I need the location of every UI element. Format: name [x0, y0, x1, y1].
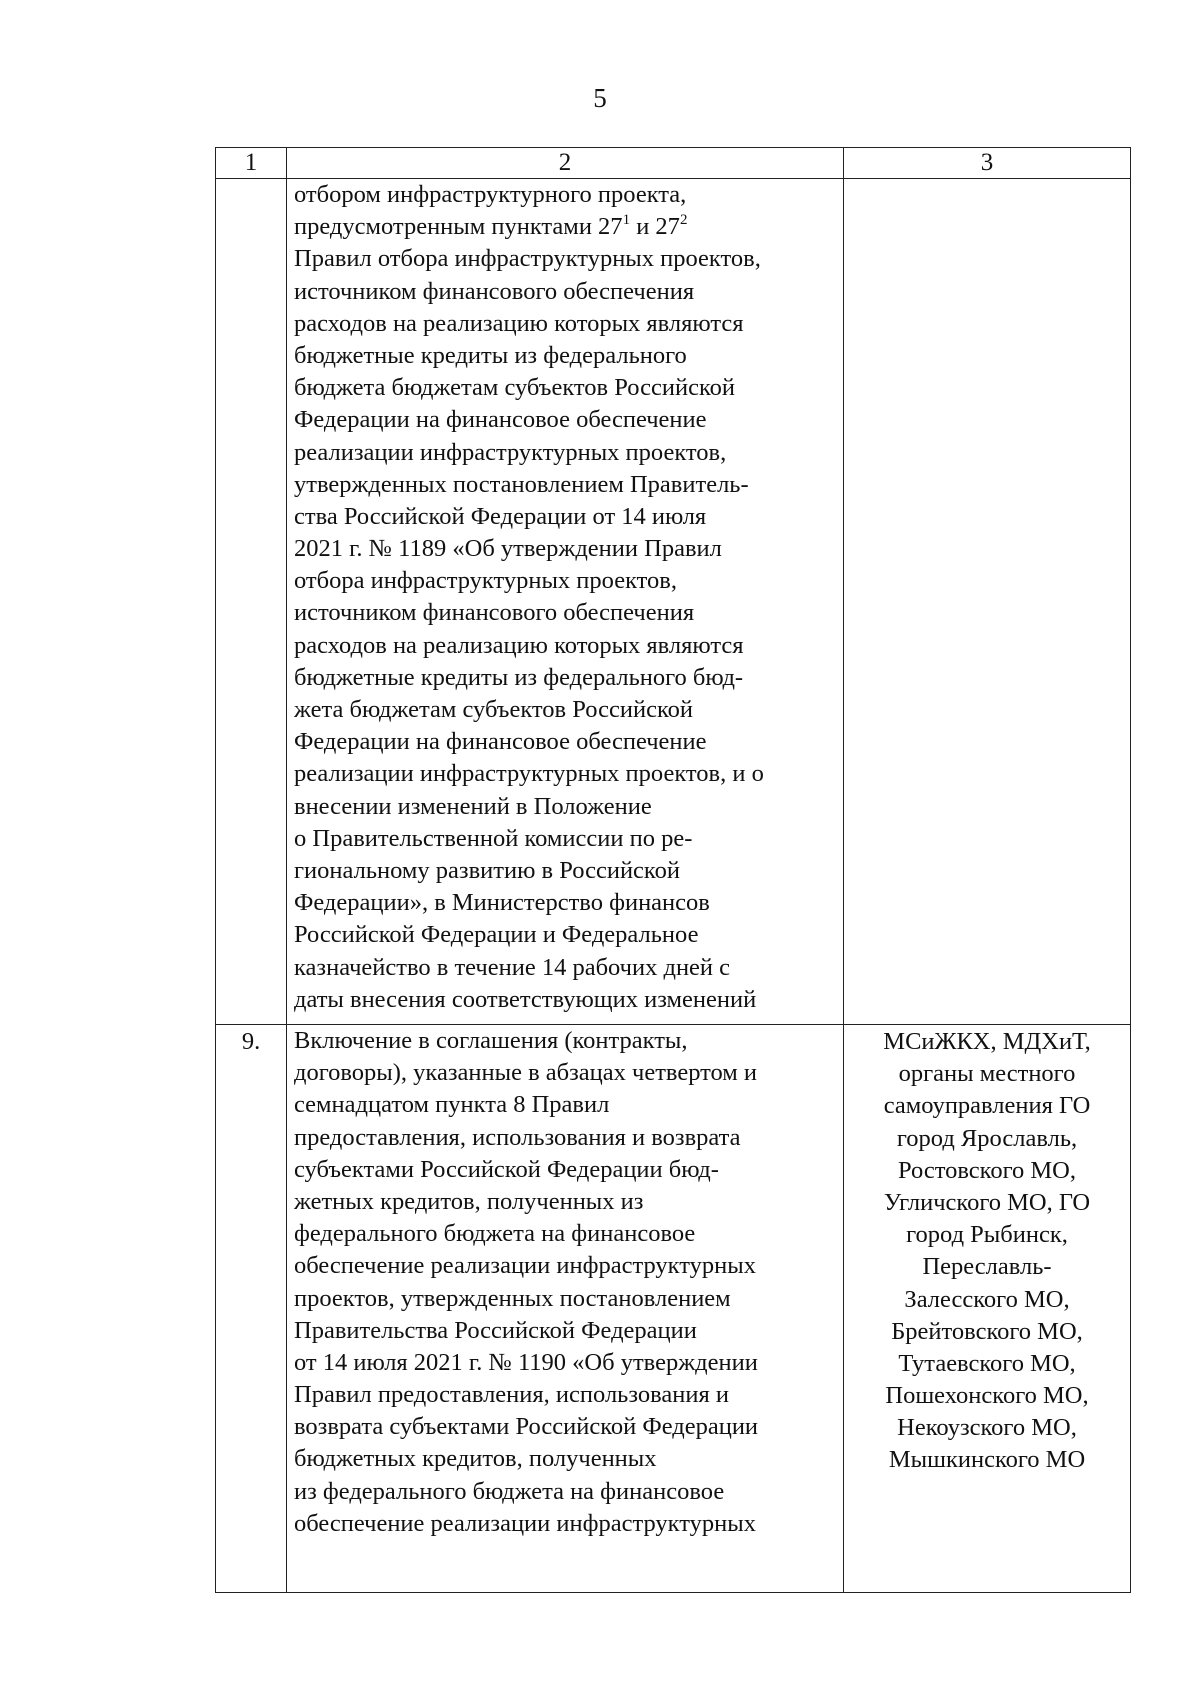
header-col-2: 2: [287, 148, 844, 179]
text-line: утвержденных постановлением Правитель-: [294, 470, 749, 498]
text-line: Мышкинского МО: [888, 1446, 1086, 1474]
text-line: обеспечение реализации инфраструктурных: [294, 1252, 756, 1280]
responsible-cell: [844, 179, 1131, 1025]
header-col-1: 1: [216, 148, 287, 179]
superscript: 1: [622, 212, 631, 229]
text-line: источником финансового обеспечения: [294, 599, 695, 627]
text-line: Переславль-: [922, 1253, 1052, 1281]
text-line: реализации инфраструктурных проектов,: [294, 438, 727, 466]
text-line: Брейтовского МО,: [891, 1317, 1083, 1345]
text-line: Федерации на финансовое обеспечение: [294, 406, 707, 434]
text-lines: [294, 243, 839, 1016]
responsible-text: [844, 179, 1130, 180]
text-line: Угличского МО, ГО: [883, 1188, 1091, 1216]
text-line: отбора инфраструктурных проектов,: [294, 567, 677, 595]
text-line: бюджетные кредиты из федерального бюд-: [294, 663, 744, 691]
text-line: возврата субъектами Российской Федерации: [294, 1413, 759, 1441]
text-line: город Ярославль,: [896, 1124, 1078, 1152]
text-line: ства Российской Федерации от 14 июля: [294, 502, 707, 530]
text-line: Включение в соглашения (контракты,: [294, 1027, 688, 1054]
text-line: расходов на реализацию которых являются: [294, 309, 744, 337]
text-line: расходов на реализацию которых являются: [294, 631, 744, 659]
text-line: бюджетные кредиты из федерального: [294, 341, 687, 369]
description-text: [287, 1025, 843, 1540]
text-line: Пошехонского МО,: [885, 1382, 1089, 1410]
row-number: 9.: [241, 1028, 261, 1055]
text-line: органы местного: [898, 1060, 1076, 1088]
text-line: субъектами Российской Федерации бюд-: [294, 1155, 719, 1183]
text-line: жетных кредитов, полученных из: [294, 1187, 644, 1215]
header-col-3: 3: [844, 148, 1131, 179]
text-line: Правил отбора инфраструктурных проектов,: [294, 245, 761, 273]
text-line: внесении изменений в Положение: [294, 792, 652, 820]
text-line: самоуправления ГО: [883, 1092, 1091, 1120]
document-table: [215, 147, 1131, 1593]
text-line: отбором инфраструктурного проекта,: [294, 181, 687, 208]
text-fragment: и 27: [630, 213, 680, 241]
row-number: [216, 179, 286, 180]
text-line: о Правительственной комиссии по ре-: [294, 824, 693, 852]
table-row: [216, 179, 1131, 1025]
responsible-cell: [844, 1025, 1131, 1593]
text-line-with-superscripts: [294, 211, 839, 243]
text-line: МСиЖКХ, МДХиТ,: [883, 1028, 1091, 1055]
superscript: 2: [679, 212, 688, 229]
table-header-row: [216, 148, 1131, 179]
text-line: Российской Федерации и Федеральное: [294, 921, 699, 949]
text-line: источником финансового обеспечения: [294, 277, 695, 305]
text-line: Правительства Российской Федерации: [294, 1316, 697, 1344]
text-line: казначейство в течение 14 рабочих дней с: [294, 953, 731, 981]
text-fragment: предусмотренным пунктами 27: [294, 213, 623, 241]
text-line: Правил предоставления, использования и: [294, 1381, 729, 1409]
responsible-text: [844, 1025, 1130, 1477]
description-cell: [287, 1025, 844, 1593]
text-line: 2021 г. № 1189 «Об утверждении Правил: [294, 535, 722, 563]
page-number: 5: [593, 83, 607, 113]
text-line: семнадцатом пункта 8 Правил: [294, 1091, 610, 1119]
description-cell: [287, 179, 844, 1025]
text-line: Залесского МО,: [904, 1285, 1070, 1313]
text-line: от 14 июля 2021 г. № 1190 «Об утверждении: [294, 1348, 758, 1376]
text-line: даты внесения соответствующих изменений: [294, 985, 757, 1013]
text-line: из федерального бюджета на финансовое: [294, 1477, 725, 1505]
text-line: предоставления, использования и возврата: [294, 1123, 741, 1151]
text-line: проектов, утвержденных постановлением: [294, 1284, 731, 1312]
text-line: Тутаевского МО,: [898, 1349, 1076, 1377]
row-number-cell: [216, 1025, 287, 1593]
text-line: Федерации на финансовое обеспечение: [294, 728, 707, 756]
text-line: бюджетных кредитов, полученных: [294, 1445, 657, 1473]
table-row: [216, 1025, 1131, 1593]
text-line: Федерации», в Министерство финансов: [294, 889, 710, 917]
text-line: договоры), указанные в абзацах четвертом и: [294, 1059, 758, 1087]
text-line: федерального бюджета на финансовое: [294, 1220, 696, 1248]
text-line: гиональному развитию в Российской: [294, 856, 680, 884]
text-line: город Рыбинск,: [906, 1221, 1068, 1249]
text-line: жета бюджетам субъектов Российской: [294, 696, 693, 723]
text-line: реализации инфраструктурных проектов, и о: [294, 760, 764, 788]
description-text: [287, 179, 843, 1016]
text-line: бюджета бюджетам субъектов Российской: [294, 374, 735, 402]
text-line: обеспечение реализации инфраструктурных: [294, 1509, 756, 1537]
row-number-cell: [216, 179, 287, 1025]
text-line: Ростовского МО,: [897, 1156, 1076, 1184]
text-line: Некоузского МО,: [897, 1414, 1077, 1442]
